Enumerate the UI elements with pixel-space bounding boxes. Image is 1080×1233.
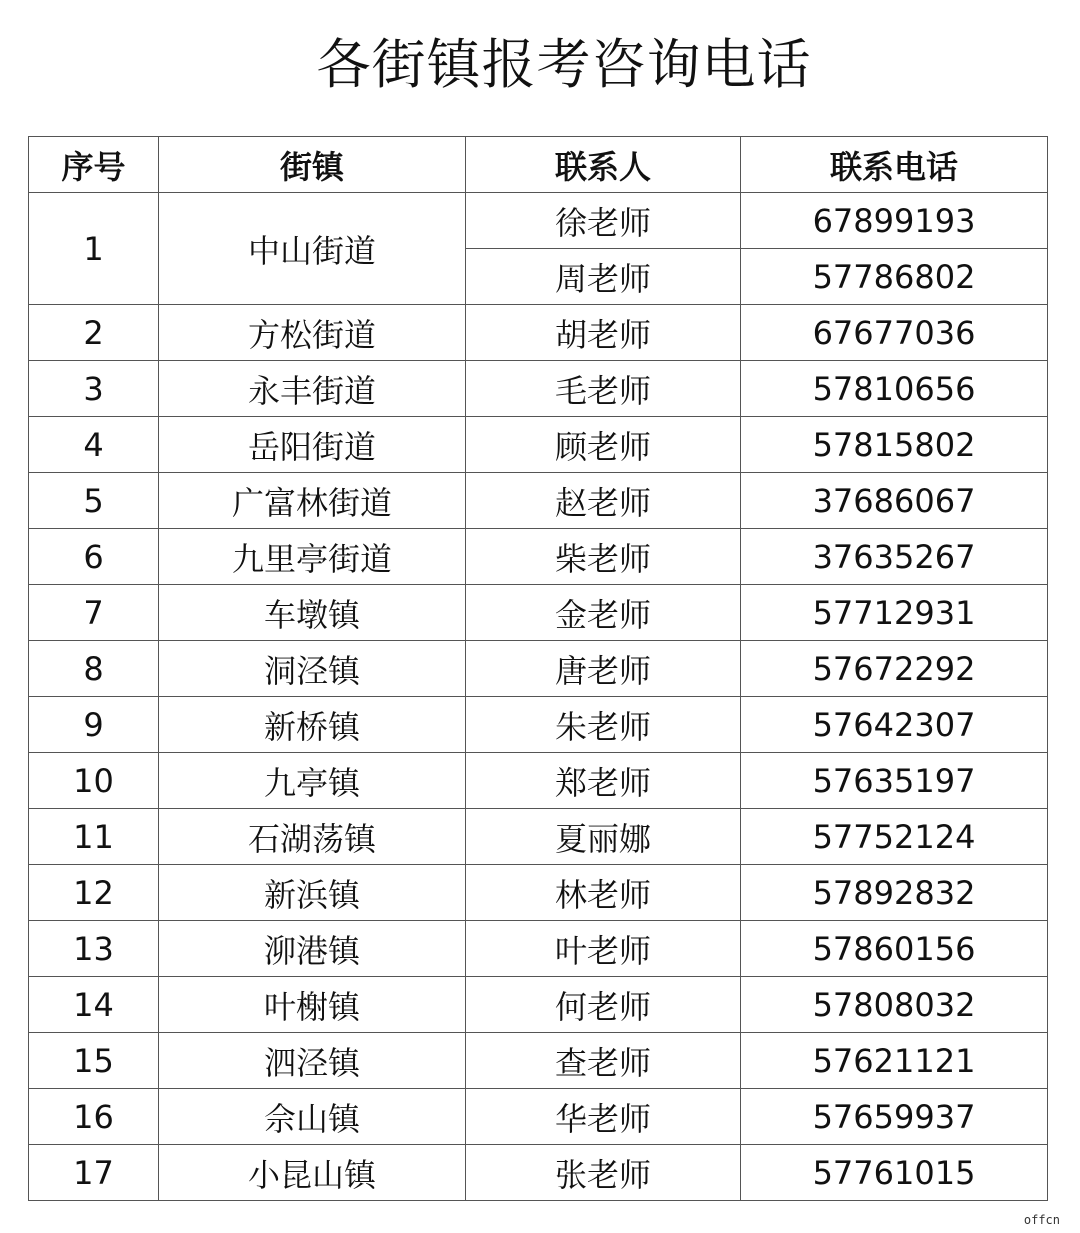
table-row xyxy=(29,809,1048,865)
table-header-row xyxy=(29,137,1048,193)
table-row xyxy=(29,1089,1048,1145)
table-row xyxy=(29,417,1048,473)
cell-town: 永丰街道 xyxy=(159,361,466,417)
header-no: 序号 xyxy=(29,137,159,193)
table-row xyxy=(29,641,1048,697)
cell-no: 4 xyxy=(29,417,159,473)
cell-no: 1 xyxy=(29,193,159,305)
cell-town: 九亭镇 xyxy=(159,753,466,809)
watermark-label: offcn xyxy=(1023,1213,1060,1227)
cell-contact: 何老师 xyxy=(466,977,741,1033)
cell-no: 12 xyxy=(29,865,159,921)
cell-no: 8 xyxy=(29,641,159,697)
cell-town: 中山街道 xyxy=(159,193,466,305)
cell-contact: 赵老师 xyxy=(466,473,741,529)
cell-contact: 夏丽娜 xyxy=(466,809,741,865)
table-row xyxy=(29,473,1048,529)
table-row xyxy=(29,529,1048,585)
cell-contact: 郑老师 xyxy=(466,753,741,809)
cell-contact: 周老师 xyxy=(466,249,741,305)
cell-phone: 67677036 xyxy=(741,305,1048,361)
cell-contact: 毛老师 xyxy=(466,361,741,417)
cell-phone: 67899193 xyxy=(741,193,1048,249)
cell-phone: 57815802 xyxy=(741,417,1048,473)
cell-contact: 金老师 xyxy=(466,585,741,641)
cell-contact: 徐老师 xyxy=(466,193,741,249)
page-title: 各街镇报考咨询电话 xyxy=(316,33,812,96)
cell-contact: 华老师 xyxy=(466,1089,741,1145)
cell-town: 叶榭镇 xyxy=(159,977,466,1033)
cell-town: 九里亭街道 xyxy=(159,529,466,585)
table-row xyxy=(29,1033,1048,1089)
cell-phone: 57786802 xyxy=(741,249,1048,305)
cell-phone: 57860156 xyxy=(741,921,1048,977)
cell-no: 6 xyxy=(29,529,159,585)
table-row xyxy=(29,361,1048,417)
header-contact: 联系人 xyxy=(466,137,741,193)
table-row xyxy=(29,193,1048,249)
cell-town: 新浜镇 xyxy=(159,865,466,921)
cell-no: 16 xyxy=(29,1089,159,1145)
cell-contact: 叶老师 xyxy=(466,921,741,977)
cell-phone: 57659937 xyxy=(741,1089,1048,1145)
cell-no: 13 xyxy=(29,921,159,977)
cell-no: 5 xyxy=(29,473,159,529)
cell-phone: 37635267 xyxy=(741,529,1048,585)
table-row xyxy=(29,305,1048,361)
cell-phone: 57642307 xyxy=(741,697,1048,753)
cell-town: 方松街道 xyxy=(159,305,466,361)
cell-contact: 林老师 xyxy=(466,865,741,921)
table-row xyxy=(29,921,1048,977)
cell-phone: 37686067 xyxy=(741,473,1048,529)
cell-phone: 57621121 xyxy=(741,1033,1048,1089)
table-row xyxy=(29,753,1048,809)
cell-contact: 张老师 xyxy=(466,1145,741,1201)
cell-town: 泗泾镇 xyxy=(159,1033,466,1089)
cell-town: 石湖荡镇 xyxy=(159,809,466,865)
cell-no: 17 xyxy=(29,1145,159,1201)
contact-table xyxy=(28,136,1048,1201)
header-town: 街镇 xyxy=(159,137,466,193)
cell-no: 7 xyxy=(29,585,159,641)
cell-town: 广富林街道 xyxy=(159,473,466,529)
cell-no: 9 xyxy=(29,697,159,753)
table-row xyxy=(29,977,1048,1033)
cell-contact: 朱老师 xyxy=(466,697,741,753)
table-row xyxy=(29,865,1048,921)
table-row xyxy=(29,585,1048,641)
cell-town: 小昆山镇 xyxy=(159,1145,466,1201)
table-row xyxy=(29,1145,1048,1201)
cell-no: 11 xyxy=(29,809,159,865)
cell-phone: 57761015 xyxy=(741,1145,1048,1201)
cell-town: 车墩镇 xyxy=(159,585,466,641)
cell-town: 佘山镇 xyxy=(159,1089,466,1145)
cell-no: 10 xyxy=(29,753,159,809)
cell-phone: 57808032 xyxy=(741,977,1048,1033)
cell-contact: 顾老师 xyxy=(466,417,741,473)
cell-no: 3 xyxy=(29,361,159,417)
cell-phone: 57672292 xyxy=(741,641,1048,697)
cell-contact: 胡老师 xyxy=(466,305,741,361)
header-phone: 联系电话 xyxy=(741,137,1048,193)
cell-town: 泖港镇 xyxy=(159,921,466,977)
cell-contact: 查老师 xyxy=(466,1033,741,1089)
cell-town: 岳阳街道 xyxy=(159,417,466,473)
cell-phone: 57712931 xyxy=(741,585,1048,641)
cell-town: 新桥镇 xyxy=(159,697,466,753)
cell-contact: 柴老师 xyxy=(466,529,741,585)
cell-phone: 57635197 xyxy=(741,753,1048,809)
cell-no: 14 xyxy=(29,977,159,1033)
cell-phone: 57752124 xyxy=(741,809,1048,865)
cell-contact: 唐老师 xyxy=(466,641,741,697)
cell-no: 2 xyxy=(29,305,159,361)
cell-town: 洞泾镇 xyxy=(159,641,466,697)
cell-no: 15 xyxy=(29,1033,159,1089)
cell-phone: 57810656 xyxy=(741,361,1048,417)
cell-phone: 57892832 xyxy=(741,865,1048,921)
table-row xyxy=(29,697,1048,753)
